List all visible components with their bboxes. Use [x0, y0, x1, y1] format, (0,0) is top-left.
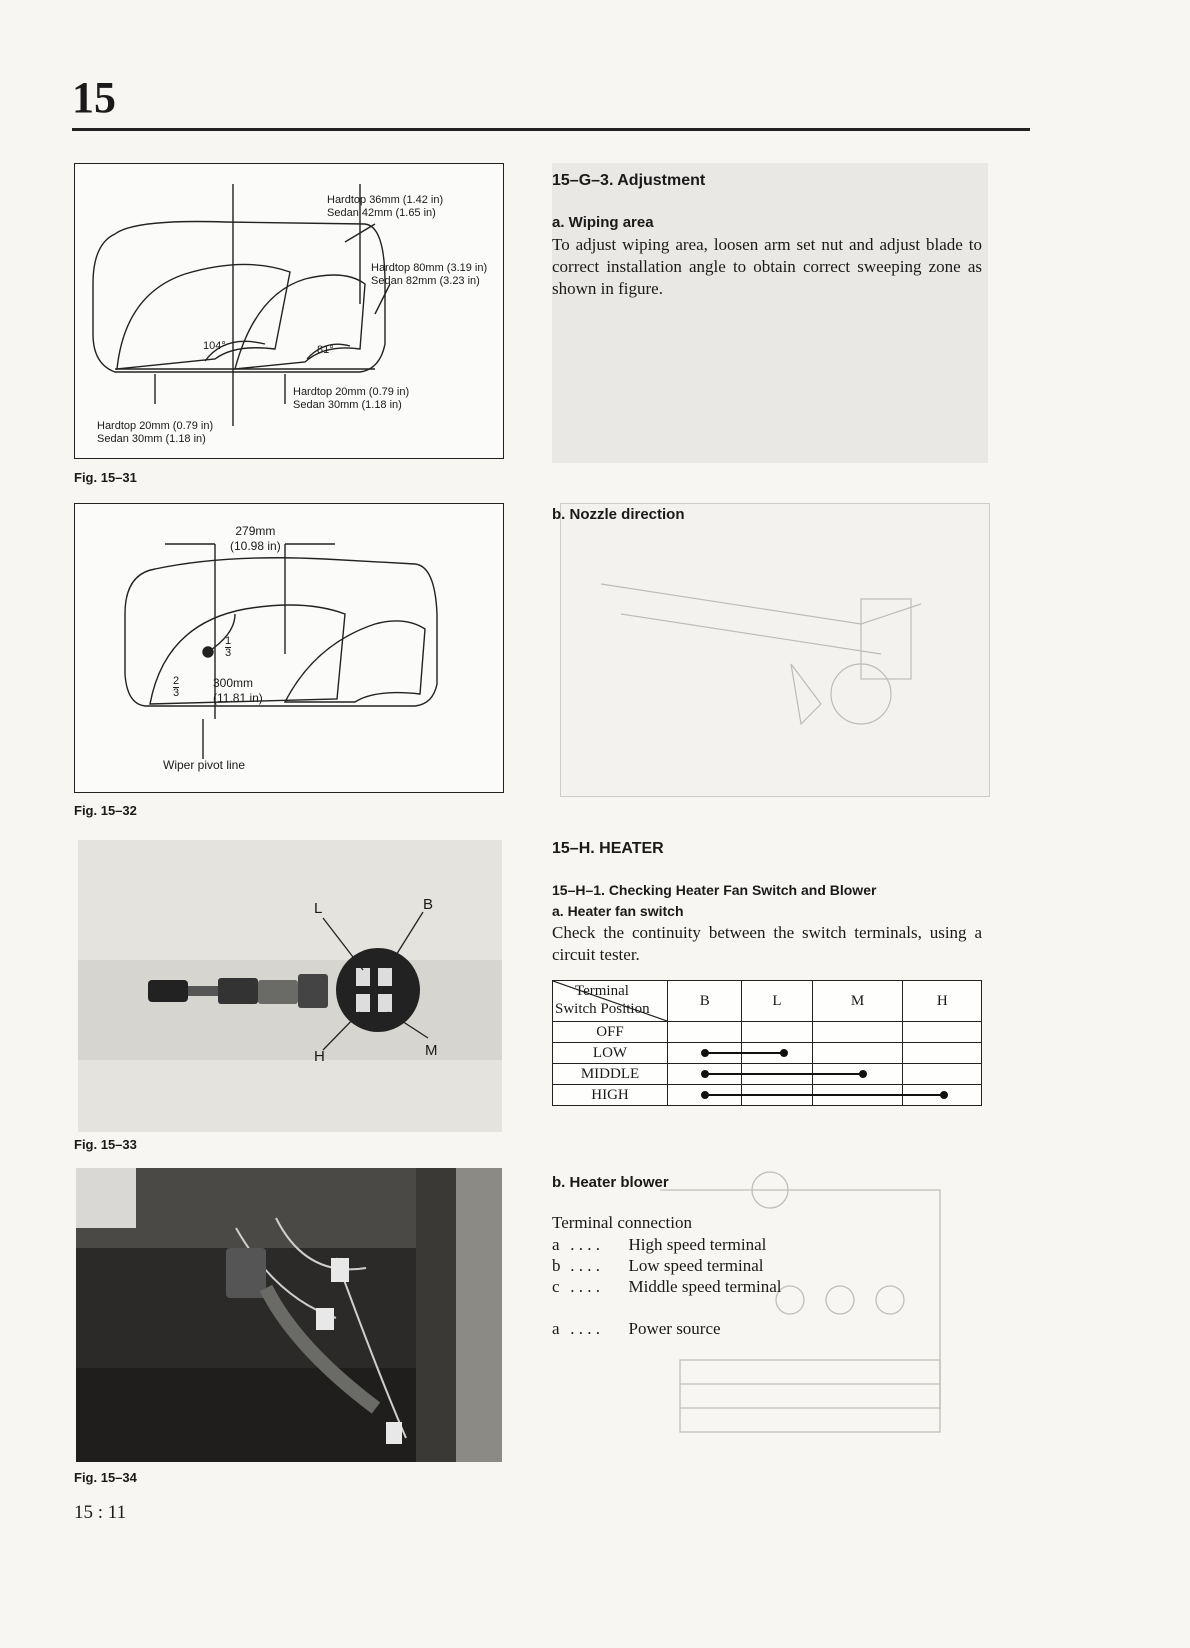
continuity-lines: [552, 980, 982, 1108]
list-item: [552, 1276, 781, 1297]
wiping-area-subheading: a. Wiping area: [552, 214, 654, 231]
heater-switch-illustration: [78, 840, 502, 1132]
fig32-frac-denominator: 3: [225, 647, 232, 659]
conn-dots: . . . .: [570, 1235, 600, 1254]
fig-15-31-box: [74, 163, 504, 459]
fig31-bottom-left-sedan: Sedan 30mm (1.18 in): [97, 433, 206, 445]
row-label: MIDDLE: [553, 1064, 668, 1085]
list-item: [552, 1234, 781, 1255]
heater-fan-switch-text: Check the continuity between the switch terminals, using a circuit tester.: [552, 923, 982, 964]
terminal-connection-list: [552, 1234, 781, 1339]
col-header: M: [812, 981, 903, 1022]
page-number: 15 : 11: [74, 1502, 127, 1523]
fig32-mid-dim-in: (11.81 in): [213, 691, 263, 705]
conn-dots: . . . .: [570, 1319, 600, 1338]
corner-switch-position: Switch Position: [555, 1001, 650, 1017]
fig-15-32-box: [74, 503, 504, 793]
fig33-label-L: L: [314, 900, 323, 917]
fig33-label-H: H: [314, 1048, 325, 1065]
fig32-mid-dim: [213, 676, 263, 706]
conn-key: c: [552, 1277, 560, 1296]
list-item: [552, 1318, 781, 1339]
heater-heading: 15–H. HEATER: [552, 840, 664, 857]
fig31-bottom-right-sedan: Sedan 30mm (1.18 in): [293, 399, 402, 411]
list-item: [552, 1255, 781, 1276]
conn-key: a: [552, 1235, 560, 1254]
conn-value: High speed terminal: [628, 1235, 767, 1254]
fig31-right-dim: [371, 262, 487, 288]
fig32-pivot-label: Wiper pivot line: [163, 758, 246, 772]
conn-value: Middle speed terminal: [628, 1277, 782, 1296]
fig32-frac2-numerator: 2: [173, 675, 180, 687]
fig31-top-dim-sedan: Sedan 42mm (1.65 in): [327, 207, 436, 219]
col-header: H: [903, 981, 982, 1022]
heater-wiring-photo: [76, 1168, 502, 1462]
fig32-frac-numerator: 1: [225, 635, 232, 647]
row-label: OFF: [553, 1022, 668, 1043]
fig31-top-dim-hardtop: Hardtop 36mm (1.42 in): [327, 194, 444, 206]
nozzle-faded-drawing: [561, 504, 989, 796]
fig32-top-dim-mm: 279mm: [235, 524, 276, 538]
fig31-right-dim-hardtop: Hardtop 80mm (3.19 in): [371, 262, 488, 274]
conn-dots: . . . .: [570, 1256, 600, 1275]
fig-15-34-photo: [76, 1168, 502, 1462]
nozzle-faded-figure: [560, 503, 990, 797]
fig32-fraction-two-thirds: [173, 676, 179, 699]
row-label: HIGH: [553, 1085, 668, 1106]
col-header: L: [742, 981, 812, 1022]
chapter-number: 15: [72, 73, 116, 122]
fig31-bottom-left-hardtop: Hardtop 20mm (0.79 in): [97, 420, 214, 432]
fig33-label-M: M: [425, 1042, 438, 1059]
adjustment-heading: 15–G–3. Adjustment: [552, 172, 706, 189]
fig-15-33-photo: [78, 840, 502, 1132]
fig31-top-dim: [327, 194, 443, 220]
fig-15-34-label: Fig. 15–34: [74, 1470, 137, 1485]
fig31-angle-right: 81°: [317, 344, 334, 356]
nozzle-spray-diagram: [75, 504, 503, 792]
conn-value: Low speed terminal: [628, 1256, 764, 1275]
terminal-connection-title: Terminal connection: [552, 1213, 692, 1232]
conn-key: a: [552, 1319, 560, 1338]
wiping-area-text: To adjust wiping area, loosen arm set nut and adjust blade to correct installation angle to obtain correct sweeping zone as shown in figure.: [552, 235, 982, 298]
fig33-label-B: B: [423, 896, 434, 913]
conn-dots: . . . .: [570, 1277, 600, 1296]
heater-fan-switch-subheading: a. Heater fan switch: [552, 903, 684, 919]
fig-15-32-label: Fig. 15–32: [74, 803, 137, 818]
heater-check-subheading: 15–H–1. Checking Heater Fan Switch and Blower: [552, 882, 877, 898]
fig32-fraction-one-third: [225, 636, 231, 659]
header-rule: [72, 128, 1030, 131]
heater-blower-subheading: b. Heater blower: [552, 1174, 669, 1191]
fig-15-33-label: Fig. 15–33: [74, 1137, 137, 1152]
fig32-frac2-denominator: 3: [173, 687, 180, 699]
conn-value: Power source: [628, 1319, 721, 1338]
fig32-top-dim-in: (10.98 in): [230, 539, 281, 553]
col-header: B: [668, 981, 742, 1022]
fig31-bottom-right-hardtop: Hardtop 20mm (0.79 in): [293, 386, 410, 398]
fig32-mid-dim-mm: 300mm: [213, 676, 254, 690]
adjust-background-photo: [552, 163, 988, 463]
fig-15-31-label: Fig. 15–31: [74, 470, 137, 485]
conn-key: b: [552, 1256, 561, 1275]
row-label: LOW: [553, 1043, 668, 1064]
nozzle-direction-subheading: b. Nozzle direction: [552, 506, 685, 523]
fig31-bottom-left-dim: [97, 420, 213, 446]
fig31-bottom-right-dim: [293, 386, 409, 412]
fig31-right-dim-sedan: Sedan 82mm (3.23 in): [371, 275, 480, 287]
fig31-angle-left: 104°: [203, 340, 226, 352]
corner-terminal: Terminal: [575, 983, 629, 999]
fig32-top-dim: [230, 524, 281, 554]
